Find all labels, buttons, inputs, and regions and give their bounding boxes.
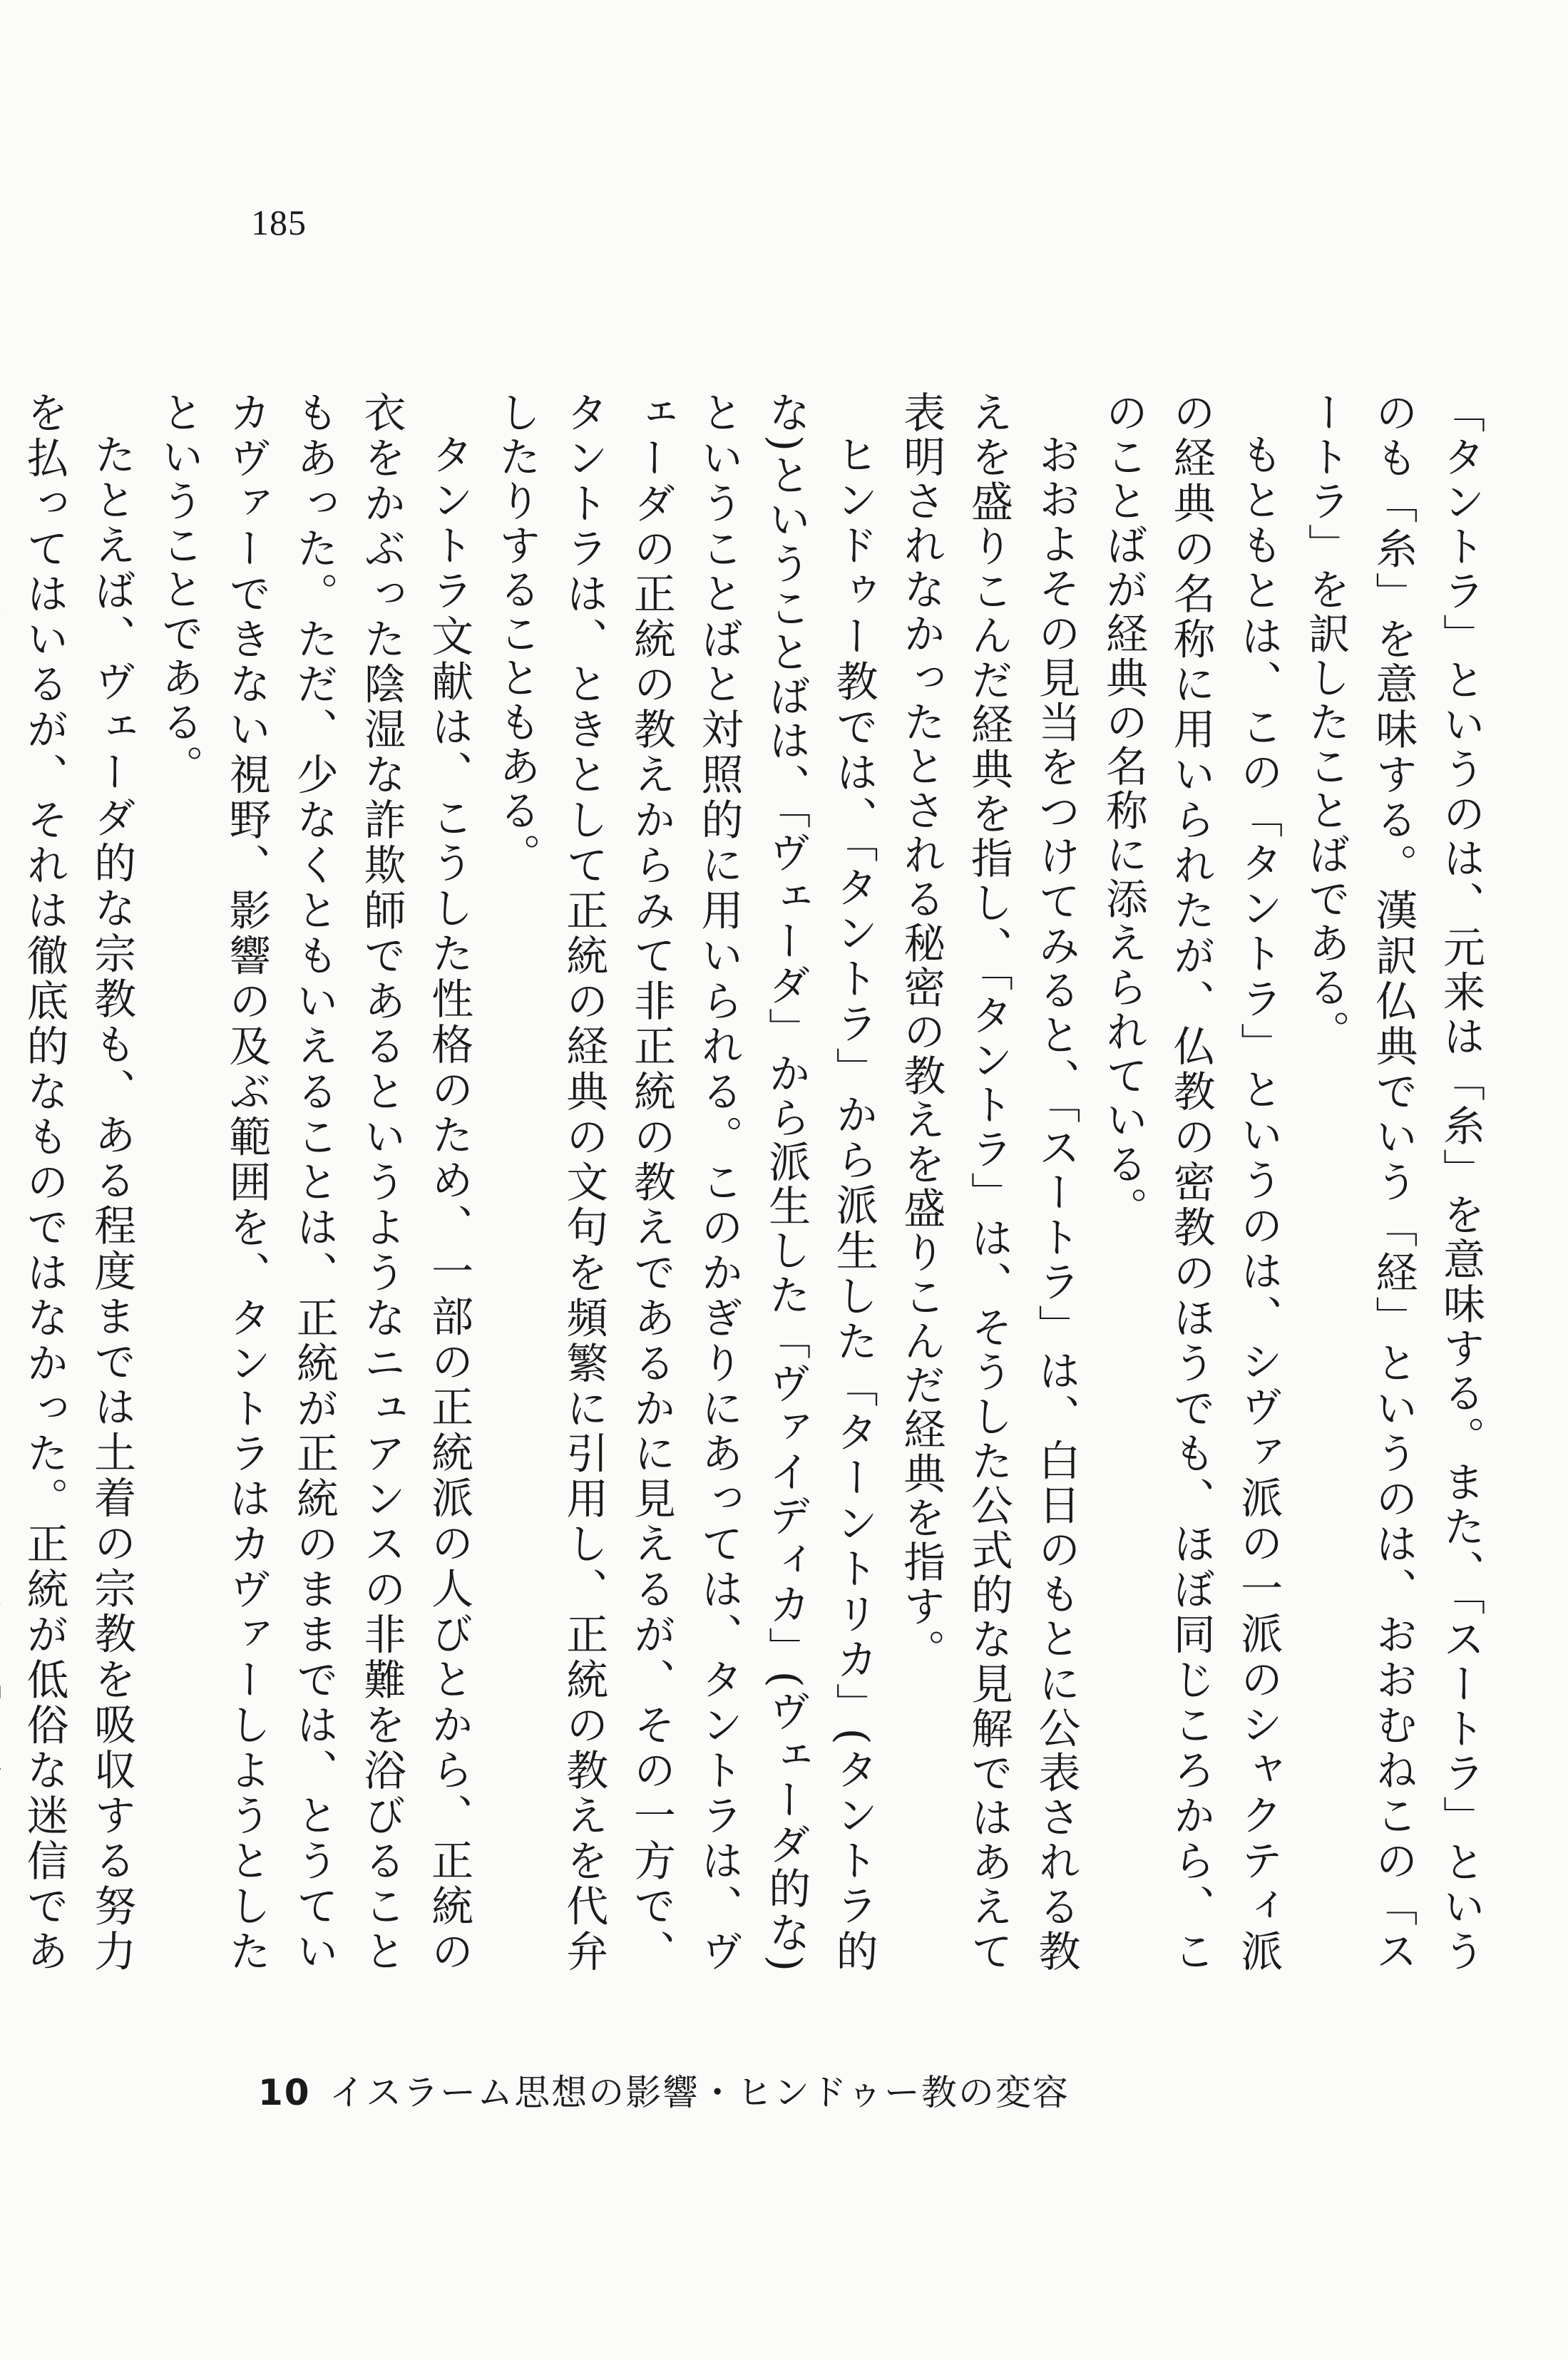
paragraph: たとえば、ヴェーダ的な宗教も、ある程度までは土着の宗教を吸収する努力を払ってはいるが、それは徹底的なものではなかった。正統が低俗な迷信であ — [19, 391, 137, 1974]
running-footer — [258, 2064, 1070, 2115]
paragraph: 「タントラ」というのは、元来は「糸」を意味する。また、「スートラ」というのも「糸」を意味する。漢訳仏典でいう「経」というのは、おおむねこの「スートラ」を訳したことばである。 — [1301, 391, 1485, 1974]
body-text — [19, 391, 1494, 1974]
paragraph: タントラ文献は、こうした性格のため、一部の正統派の人びとから、正統の衣をかぶった陰湿な詐欺師であるというようなニュアンスの非難を浴びることもあった。ただ、少なくともいえることは、正統が正統のままでは、とうていカヴァーできない視野、影響の及ぶ範囲を、タントラはカヴァーしようとしたということである。 — [154, 391, 474, 1974]
page-number: 185 — [251, 202, 307, 242]
chapter-number: 10 — [258, 2072, 311, 2113]
paragraph: おおよその見当をつけてみると、「スートラ」は、白日のもとに公表される教えを盛りこんだ経典を指し、「タントラ」は、そうした公式的な見解ではあえて表明されなかったとされる秘密の教えを盛りこんだ経典を指す。 — [896, 391, 1081, 1974]
chapter-title: イスラーム思想の影響・ヒンドゥー教の変容 — [329, 2072, 1070, 2113]
paragraph: ヒンドゥー教では、「タントラ」から派生した「ターントリカ」(タントラ的な)ということばは、「ヴェーダ」から派生した「ヴァイディカ」(ヴェーダ的な)ということばと対照的に用いられる。このかぎりにあっては、タントラは、ヴェーダの正統の教えからみて非正統の教えであるかに見えるが、その一方で、タントラは、ときとして正統の経典の文句を頻繁に引用し、正統の教えを代弁したりすることもある。 — [491, 391, 878, 1974]
paragraph: もともとは、この「タントラ」というのは、シヴァ派の一派のシャクティ派の経典の名称に用いられたが、仏教の密教のほうでも、ほぼ同じころから、このことばが経典の名称に添えられている。 — [1099, 391, 1283, 1974]
